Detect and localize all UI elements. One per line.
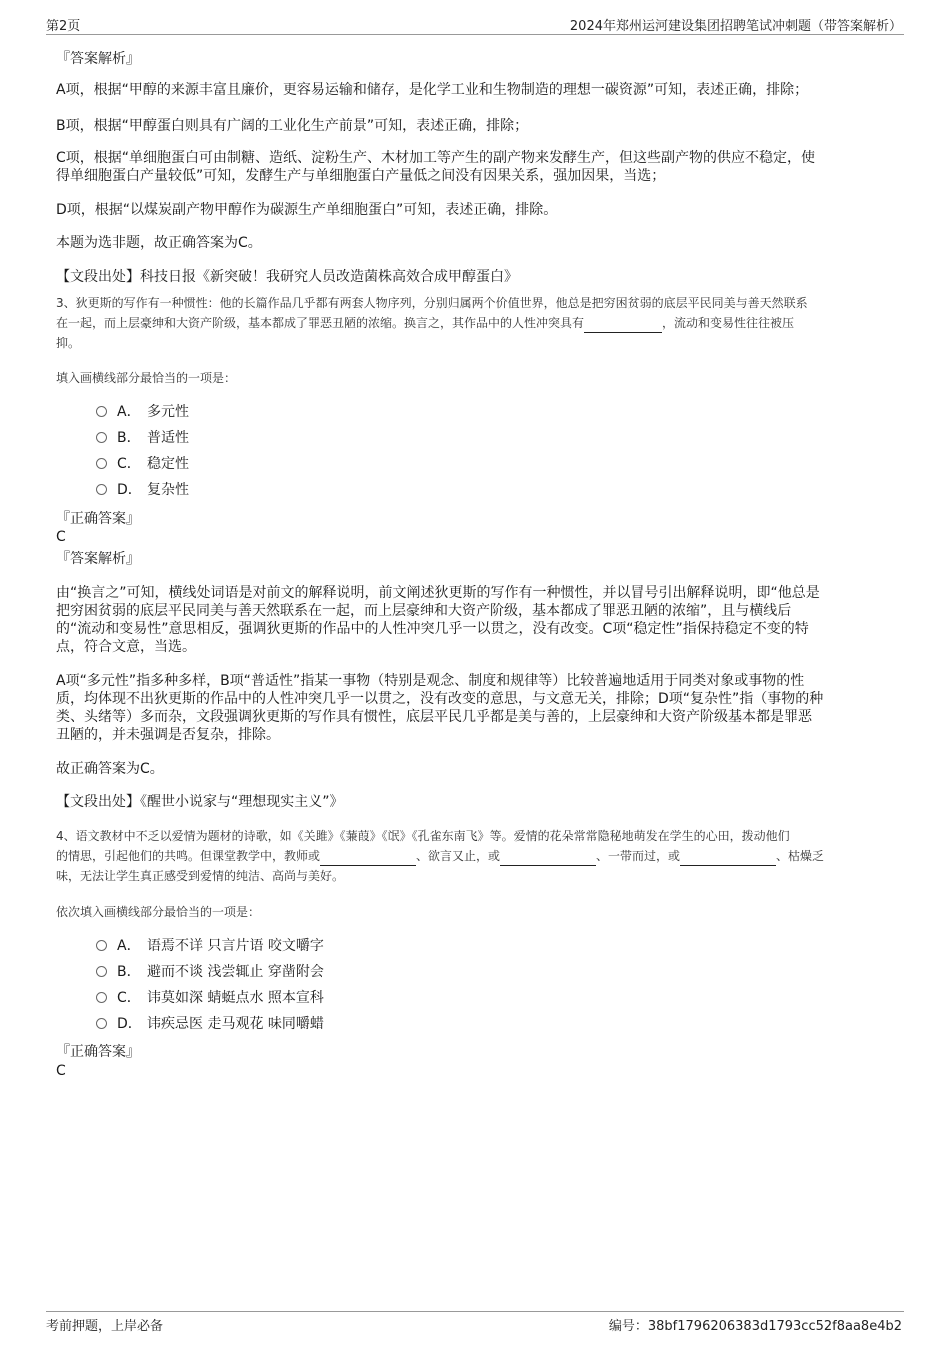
radio-icon[interactable]: [96, 458, 107, 469]
page-number: 第2页: [46, 19, 81, 34]
q3-analysis-p2-line3: 类、头绪等）多而杂，文段强调狄更斯的写作具有惯性，底层平民几乎都是美与善的，上层豪绅和大资产阶级基本都是罪恶: [56, 709, 812, 725]
q3-analysis-p1-line1: 由“换言之”可知，横线处词语是对前文的解释说明，前文阐述狄更斯的写作有一种惯性，并以冒号引出解释说明，即“他总是: [56, 585, 820, 601]
footer-slogan: 考前押题，上岸必备: [46, 1319, 164, 1334]
q2-analysis-a: A项，根据“甲醇的来源丰富且廉价，更容易运输和储存，是化学工业和生物制造的理想一碳资源”可知，表述正确，排除；: [56, 82, 809, 98]
q2-analysis-c-line2: 得单细胞蛋白产量较低”可知，发酵生产与单细胞蛋白产量低之间没有因果关系，强加因果，当选；: [56, 168, 666, 184]
q3-analysis-p2-line2: 质，均体现不出狄更斯的作品中的人性冲突几乎一以贯之，没有改变的意思，与文意无关，排除；D项“复杂性”指（事物的种: [56, 691, 824, 707]
q2-analysis-b: B项，根据“甲醇蛋白则具有广阔的工业化生产前景”可知，表述正确，排除；: [56, 118, 529, 134]
radio-icon[interactable]: [96, 432, 107, 443]
radio-icon[interactable]: [96, 940, 107, 951]
radio-icon[interactable]: [96, 406, 107, 417]
q3-analysis-label: 『答案解析』: [56, 551, 140, 567]
q3-stem-line3: 抑。: [56, 336, 81, 350]
q4-option-d[interactable]: D． 讳疾忌医 走马观花 味同嚼蜡: [96, 1014, 324, 1034]
q3-analysis-p2-line4: 丑陋的，并未强调是否复杂，排除。: [56, 727, 280, 743]
q4-stem-line2: 的情思，引起他们的共鸣。但课堂教学中，教师或 、欲言又止，或 、一带而过，或 、枯燥乏: [56, 846, 824, 866]
q4-stem-line1: 4、语文教材中不乏以爱情为题材的诗歌，如《关雎》《蒹葭》《氓》《孔雀东南飞》等。爱情的花朵常常隐秘地萌发在学生的心田，拨动他们: [56, 829, 790, 843]
page-footer: [46, 1311, 904, 1336]
q3-option-a[interactable]: A． 多元性: [96, 402, 189, 422]
radio-icon[interactable]: [96, 484, 107, 495]
q4-blank-2: [500, 851, 596, 866]
q3-option-c[interactable]: C． 稳定性: [96, 454, 189, 474]
q2-analysis-label: 『答案解析』: [56, 51, 140, 67]
q2-conclusion: 本题为选非题，故正确答案为C。: [56, 235, 262, 251]
q2-analysis-d: D项，根据“以煤炭副产物甲醇作为碳源生产单细胞蛋白”可知，表述正确，排除。: [56, 202, 558, 218]
q4-answer: C: [56, 1063, 66, 1079]
q4-prompt: 依次填入画横线部分最恰当的一项是：: [56, 905, 261, 919]
document-title: 2024年郑州运河建设集团招聘笔试冲刺题（带答案解析）: [569, 19, 902, 34]
document-id: 编号：38bf1796206383d1793cc52f8aa8e4b2: [608, 1319, 902, 1334]
q3-analysis-p1-line4: 点，符合文意，当选。: [56, 639, 196, 655]
q4-stem-line3: 味，无法让学生真正感受到爱情的纯洁、高尚与美好。: [56, 869, 345, 883]
radio-icon[interactable]: [96, 966, 107, 977]
q4-blank-1: [320, 851, 416, 866]
radio-icon[interactable]: [96, 992, 107, 1003]
q4-option-a[interactable]: A． 语焉不详 只言片语 咬文嚼字: [96, 936, 324, 956]
q3-option-d[interactable]: D． 复杂性: [96, 480, 189, 500]
page-header: [46, 14, 904, 35]
q3-analysis-p2-line1: A项“多元性”指多种多样，B项“普适性”指某一事物（特别是观念、制度和规律等）比较普遍地适用于同类对象或事物的性: [56, 673, 805, 689]
q3-prompt: 填入画横线部分最恰当的一项是：: [56, 371, 237, 385]
q2-analysis-c-line1: C项，根据“单细胞蛋白可由制糖、造纸、淀粉生产、木材加工等产生的副产物来发酵生产，但这些副产物的供应不稳定，使: [56, 150, 816, 166]
q3-answer: C: [56, 529, 66, 545]
q3-stem-line1: 3、狄更斯的写作有一种惯性：他的长篇作品几乎都有两套人物序列，分别归属两个价值世界，他总是把穷困贫弱的底层平民同美与善天然联系: [56, 296, 808, 310]
q4-blank-3: [680, 851, 776, 866]
q2-source: 【文段出处】科技日报《新突破！我研究人员改造菌株高效合成甲醇蛋白》: [56, 269, 518, 285]
q3-stem-line2: 在一起，而上层豪绅和大资产阶级，基本都成了罪恶丑陋的浓缩。换言之，其作品中的人性冲突具有 ，流动和变易性往往被压: [56, 313, 794, 333]
q3-answer-label: 『正确答案』: [56, 511, 140, 527]
q3-blank: [584, 318, 662, 333]
q3-conclusion: 故正确答案为C。: [56, 761, 164, 777]
q3-analysis-p1-line3: 的“流动和变易性”意思相反，强调狄更斯的作品中的人性冲突几乎一以贯之，没有改变。C项“稳定性”指保持稳定不变的特: [56, 621, 809, 637]
q4-option-c[interactable]: C． 讳莫如深 蜻蜓点水 照本宣科: [96, 988, 324, 1008]
q4-answer-label: 『正确答案』: [56, 1044, 140, 1060]
q3-analysis-p1-line2: 把穷困贫弱的底层平民同美与善天然联系在一起，而上层豪绅和大资产阶级，基本都成了罪恶丑陋的浓缩”，且与横线后: [56, 603, 792, 619]
q3-option-b[interactable]: B． 普适性: [96, 428, 189, 448]
q3-source: 【文段出处】《醒世小说家与“理想现实主义”》: [56, 794, 344, 810]
q4-option-b[interactable]: B． 避而不谈 浅尝辄止 穿凿附会: [96, 962, 324, 982]
radio-icon[interactable]: [96, 1018, 107, 1029]
